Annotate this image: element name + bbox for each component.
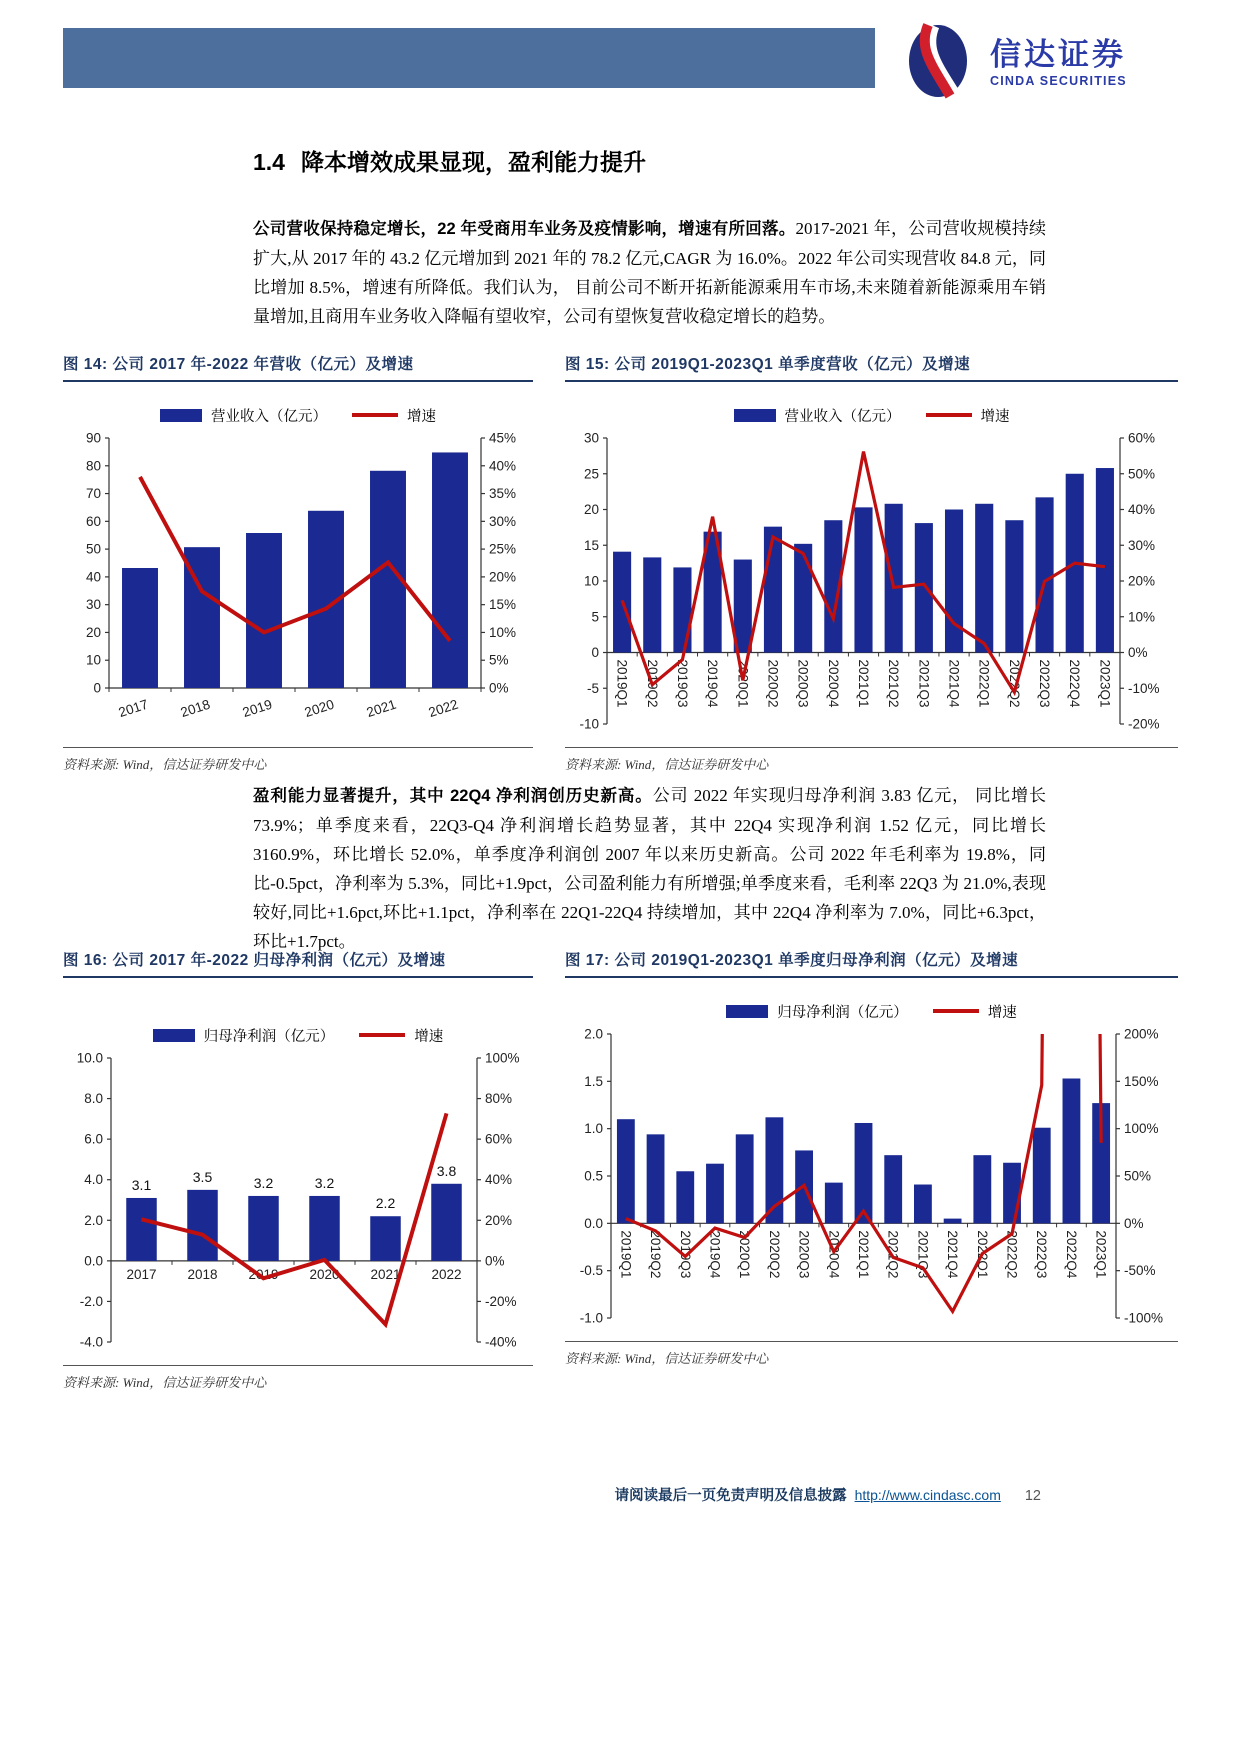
svg-text:-100%: -100%	[1124, 1310, 1164, 1326]
svg-text:5%: 5%	[489, 652, 509, 668]
svg-text:200%: 200%	[1124, 1026, 1159, 1042]
svg-text:60%: 60%	[485, 1131, 513, 1147]
svg-text:70: 70	[85, 486, 101, 502]
legend-bar-label: 归母净利润（亿元）	[777, 1004, 908, 1021]
svg-text:0%: 0%	[1128, 645, 1148, 660]
svg-text:2017: 2017	[126, 1266, 157, 1282]
svg-text:2021Q3: 2021Q3	[915, 1230, 931, 1279]
svg-text:-20%: -20%	[1128, 716, 1160, 732]
svg-text:150%: 150%	[1124, 1073, 1159, 1089]
svg-text:60: 60	[85, 513, 101, 529]
figure-15	[565, 352, 1178, 773]
svg-text:0.0: 0.0	[584, 1215, 603, 1231]
svg-text:2021Q1: 2021Q1	[856, 659, 871, 708]
legend-line-label: 增速	[980, 408, 1010, 425]
svg-text:3.2: 3.2	[253, 1174, 274, 1191]
svg-text:-5: -5	[586, 680, 599, 696]
legend-bar-swatch	[734, 409, 776, 422]
svg-text:2022Q4: 2022Q4	[1067, 659, 1083, 708]
svg-text:2018: 2018	[178, 696, 212, 721]
figure-row-2	[63, 948, 1178, 1391]
paragraph-body-text: 2017-2021 年，公司营收规模持续扩大,从 2017 年的 43.2 亿元增加到 2021 年的 78.2 亿元,CAGR 为 16.0%。2022 年公司实现营收 84.8 元，同比增加 8.5%，增速有所降低。我们认为， 目前公司不断开拓新能源乘用车市场,未来随着新能源乘用车销量增加,且商用车业务收入降幅有望收窄，公司有望恢复营收稳定增长的趋势。	[253, 219, 1046, 326]
svg-text:10: 10	[583, 573, 599, 589]
svg-text:-1.0: -1.0	[579, 1310, 603, 1326]
svg-text:100%: 100%	[485, 1050, 520, 1066]
svg-text:-10: -10	[579, 716, 599, 732]
svg-text:1.5: 1.5	[584, 1073, 603, 1089]
svg-text:90: 90	[85, 430, 101, 446]
svg-text:15%: 15%	[489, 597, 517, 613]
page-footer	[0, 1484, 1241, 1505]
svg-text:2017: 2017	[116, 696, 150, 721]
svg-text:80: 80	[85, 458, 101, 474]
paragraph-lead-bold: 盈利能力显著提升，其中 22Q4 净利润创历史新高。	[253, 787, 653, 805]
brand-name-en: CINDA SECURITIES	[990, 73, 1127, 88]
paragraph-body-text: 公司 2022 年实现归母净利润 3.83 亿元， 同比增长 73.9%；单季度来看，22Q3-Q4 净利润增长趋势显著，其中 22Q4 实现净利润 1.52 亿元，同比增长 3160.9%，环比增长 52.0%，单季度净利润创 2007 年以来历史新高。公司 2022 年毛利率为 19.8%，同比-0.5pct，净利率为 5.3%，同比+1.9pct，公司盈利能力有所增强;单季度来看，毛利率 22Q3 为 21.0%,表现较好,同比+1.6pct,环比+1.1pct，净利率在 22Q1-22Q4 持续增加，其中 22Q4 净利率为 7.0%，同比+6.3pct，环比+1.7pct。	[253, 786, 1046, 951]
svg-text:30: 30	[85, 597, 101, 613]
figure-17	[565, 948, 1178, 1367]
figure-14-title: 图 14: 公司 2017 年-2022 年营收（亿元）及增速	[63, 352, 533, 382]
legend-line-swatch	[926, 413, 972, 417]
legend-bar-swatch	[153, 1029, 195, 1042]
svg-text:-20%: -20%	[485, 1293, 517, 1309]
svg-text:35%: 35%	[489, 486, 517, 502]
chart-canvas-fig16	[63, 1050, 533, 1355]
header-band	[63, 28, 875, 88]
svg-text:2.0: 2.0	[584, 1026, 603, 1042]
paragraph-profit	[253, 781, 1046, 956]
svg-text:10: 10	[85, 652, 101, 668]
figure-17-source: 资料来源: Wind，信达证券研发中心	[565, 1341, 1178, 1367]
svg-text:2021Q4: 2021Q4	[945, 1230, 961, 1279]
legend-line-label: 增速	[407, 408, 436, 425]
figure-row-1	[63, 352, 1178, 773]
svg-text:50%: 50%	[1128, 466, 1156, 482]
svg-text:2019Q2: 2019Q2	[644, 659, 660, 708]
figure-17-legend	[565, 1000, 1178, 1022]
svg-text:-2.0: -2.0	[79, 1293, 103, 1309]
svg-text:40%: 40%	[485, 1172, 513, 1188]
svg-text:1.0: 1.0	[584, 1121, 603, 1137]
svg-text:2019: 2019	[240, 696, 274, 721]
svg-text:10%: 10%	[489, 624, 517, 640]
svg-text:20: 20	[85, 624, 101, 640]
svg-text:25%: 25%	[489, 541, 517, 557]
svg-text:0%: 0%	[489, 680, 509, 696]
svg-text:2022: 2022	[426, 696, 460, 721]
svg-text:2022Q3: 2022Q3	[1037, 659, 1053, 708]
svg-text:2019: 2019	[248, 1266, 279, 1282]
svg-text:2021: 2021	[370, 1266, 401, 1282]
svg-text:25: 25	[583, 466, 599, 482]
figure-16-title: 图 16: 公司 2017 年-2022 归母净利润（亿元）及增速	[63, 948, 533, 978]
legend-line-swatch	[352, 413, 398, 417]
svg-text:20: 20	[583, 502, 599, 517]
svg-text:30%: 30%	[489, 513, 517, 529]
svg-text:2023Q1: 2023Q1	[1093, 1230, 1109, 1279]
svg-text:2019Q4: 2019Q4	[705, 659, 721, 708]
svg-text:0: 0	[591, 645, 599, 660]
svg-text:3.1: 3.1	[131, 1176, 152, 1193]
svg-text:50%: 50%	[1124, 1168, 1152, 1184]
svg-text:-40%: -40%	[485, 1334, 517, 1350]
figure-14-source: 资料来源: Wind，信达证券研发中心	[63, 747, 533, 773]
legend-bar-label: 营业收入（亿元）	[211, 408, 327, 425]
svg-text:0.0: 0.0	[84, 1253, 103, 1269]
svg-text:45%: 45%	[489, 430, 517, 446]
svg-text:2019Q2: 2019Q2	[648, 1230, 664, 1279]
svg-text:40%: 40%	[489, 458, 517, 474]
svg-text:2020: 2020	[309, 1266, 340, 1282]
svg-text:2022: 2022	[431, 1266, 462, 1282]
svg-text:5: 5	[591, 609, 599, 625]
footer-page-number: 12	[1024, 1488, 1041, 1504]
svg-text:2022Q3: 2022Q3	[1034, 1230, 1050, 1279]
chart-canvas-fig14	[63, 430, 533, 737]
svg-text:2.0: 2.0	[84, 1212, 103, 1228]
svg-text:2021Q4: 2021Q4	[946, 659, 962, 708]
svg-text:2023Q1: 2023Q1	[1097, 659, 1113, 708]
svg-text:2020Q1: 2020Q1	[737, 1230, 753, 1279]
svg-text:3.5: 3.5	[192, 1168, 213, 1185]
svg-text:2021Q1: 2021Q1	[856, 1230, 871, 1279]
figure-15-source: 资料来源: Wind，信达证券研发中心	[565, 747, 1178, 773]
svg-text:2.2: 2.2	[375, 1195, 396, 1212]
svg-text:4.0: 4.0	[84, 1172, 103, 1188]
svg-text:2019Q3: 2019Q3	[677, 1230, 693, 1279]
svg-text:2019Q4: 2019Q4	[707, 1230, 723, 1279]
svg-text:10.0: 10.0	[76, 1050, 103, 1066]
svg-text:50: 50	[85, 541, 101, 557]
paragraph-revenue	[253, 214, 1046, 331]
svg-text:8.0: 8.0	[84, 1091, 103, 1107]
figure-17-title: 图 17: 公司 2019Q1-2023Q1 单季度归母净利润（亿元）及增速	[565, 948, 1178, 978]
svg-text:2022Q2: 2022Q2	[1004, 1230, 1020, 1279]
svg-text:20%: 20%	[485, 1212, 513, 1228]
svg-text:2019Q1: 2019Q1	[618, 1230, 634, 1279]
svg-text:40%: 40%	[1128, 502, 1156, 517]
figure-16-source: 资料来源: Wind，信达证券研发中心	[63, 1365, 533, 1391]
legend-line-swatch	[933, 1009, 979, 1013]
section-heading	[253, 144, 646, 177]
svg-text:0%: 0%	[485, 1253, 505, 1269]
svg-text:2019Q1: 2019Q1	[614, 659, 630, 708]
svg-text:2018: 2018	[187, 1266, 218, 1282]
chart-canvas-fig17	[565, 1026, 1178, 1331]
svg-text:10%: 10%	[1128, 609, 1156, 625]
footer-disclaimer: 请阅读最后一页免责声明及信息披露	[614, 1488, 847, 1504]
legend-line-swatch	[359, 1033, 405, 1037]
svg-text:80%: 80%	[485, 1091, 513, 1107]
legend-bar-label: 营业收入（亿元）	[784, 408, 901, 425]
svg-text:20%: 20%	[1128, 573, 1156, 589]
svg-text:2022Q1: 2022Q1	[976, 659, 992, 708]
figure-14	[63, 352, 533, 773]
svg-text:2022Q2: 2022Q2	[1006, 659, 1022, 708]
svg-text:-50%: -50%	[1124, 1263, 1156, 1279]
svg-text:2021Q2: 2021Q2	[886, 659, 902, 708]
svg-text:2020Q2: 2020Q2	[766, 1230, 782, 1279]
svg-text:2020Q4: 2020Q4	[825, 659, 841, 708]
legend-bar-label: 归母净利润（亿元）	[203, 1028, 335, 1045]
svg-text:2020Q3: 2020Q3	[795, 659, 811, 708]
svg-text:60%: 60%	[1128, 430, 1156, 446]
svg-text:3.2: 3.2	[314, 1174, 335, 1191]
cinda-logo-icon	[898, 22, 978, 105]
legend-bar-swatch	[160, 409, 202, 422]
section-title-text: 降本增效成果显现，盈利能力提升	[300, 149, 646, 175]
chart-canvas-fig15	[565, 430, 1178, 737]
svg-text:2020Q1: 2020Q1	[735, 659, 751, 708]
figure-15-title: 图 15: 公司 2019Q1-2023Q1 单季度营收（亿元）及增速	[565, 352, 1178, 382]
legend-line-label: 增速	[414, 1028, 444, 1045]
svg-text:6.0: 6.0	[84, 1131, 103, 1147]
legend-bar-swatch	[726, 1005, 768, 1018]
svg-text:30: 30	[583, 430, 599, 446]
svg-text:-10%: -10%	[1128, 680, 1160, 696]
svg-text:-0.5: -0.5	[579, 1263, 603, 1279]
svg-text:2022Q4: 2022Q4	[1063, 1230, 1079, 1279]
svg-text:2020Q4: 2020Q4	[826, 1230, 842, 1279]
svg-text:15: 15	[583, 537, 599, 553]
figure-15-legend	[565, 404, 1178, 426]
svg-text:0%: 0%	[1124, 1215, 1144, 1231]
brand-logo	[898, 22, 1127, 105]
footer-link[interactable]: http://www.cindasc.com	[854, 1487, 1001, 1503]
svg-text:100%: 100%	[1124, 1121, 1159, 1137]
svg-text:2022Q1: 2022Q1	[974, 1230, 990, 1279]
paragraph-lead-bold: 公司营收保持稳定增长，22 年受商用车业务及疫情影响，增速有所回落。	[253, 220, 796, 238]
svg-text:3.8: 3.8	[436, 1162, 457, 1179]
brand-name-cn: 信达证券	[990, 37, 1126, 73]
svg-text:2020Q3: 2020Q3	[796, 1230, 812, 1279]
legend-line-label: 增速	[987, 1004, 1017, 1021]
figure-16-legend	[63, 1024, 533, 1046]
svg-text:2020: 2020	[302, 696, 336, 721]
svg-text:2021Q3: 2021Q3	[916, 659, 932, 708]
svg-text:-4.0: -4.0	[79, 1334, 103, 1350]
figure-14-legend	[63, 404, 533, 426]
svg-text:20%: 20%	[489, 569, 517, 585]
brand-text	[990, 39, 1127, 88]
figure-16	[63, 948, 533, 1391]
svg-text:2020Q2: 2020Q2	[765, 659, 781, 708]
svg-text:30%: 30%	[1128, 537, 1156, 553]
svg-text:0.5: 0.5	[584, 1168, 603, 1184]
svg-text:2019Q3: 2019Q3	[674, 659, 690, 708]
svg-text:2021: 2021	[364, 696, 398, 721]
svg-text:2021Q2: 2021Q2	[885, 1230, 901, 1279]
section-number: 1.4	[253, 149, 285, 175]
svg-text:40: 40	[85, 569, 101, 585]
svg-text:0: 0	[93, 680, 101, 696]
